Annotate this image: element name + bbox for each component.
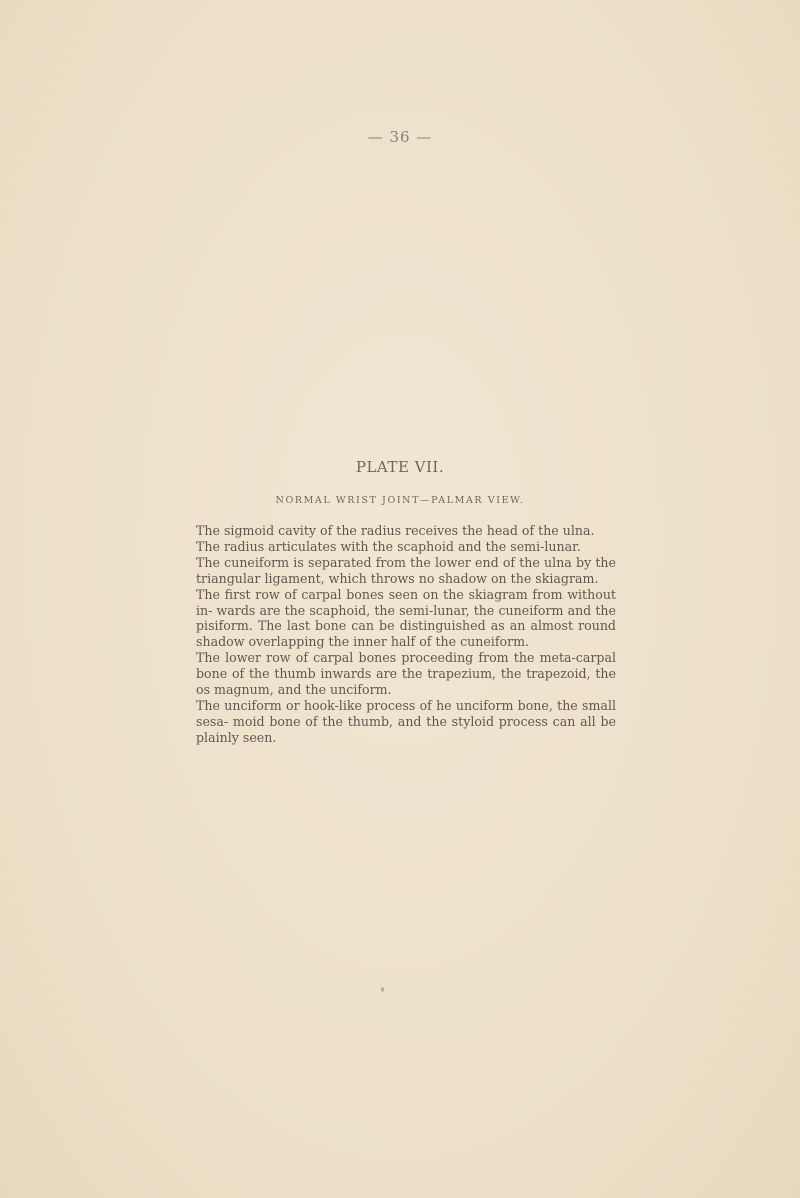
- paragraph-1: The sigmoid cavity of the radius receives the head of the ulna.: [196, 523, 595, 538]
- plate-subtitle: NORMAL WRIST JOINT—PALMAR VIEW.: [275, 495, 525, 506]
- paragraph-2: The radius articulates with the scaphoid and the semi-lunar.: [196, 538, 581, 554]
- paragraph-5: The lower row of carpal bones proceeding from the meta-carpal bone of the thumb inwards are the trapezium, the trapezoid, the os magnum, and the unciform.: [196, 650, 616, 698]
- plate-title: PLATE VII.: [355, 458, 445, 476]
- page-number: — 36 —: [367, 128, 433, 146]
- paragraph-6: The unciform or hook-like process of he unciform bone, the small sesa- moid bone of the thumb, and the styloid process can all be plainly seen.: [196, 697, 616, 745]
- body-text: [196, 523, 616, 746]
- paper-speck: [381, 987, 384, 992]
- paragraph-4: The first row of carpal bones seen on the skiagram from without in- wards are the scaphoid, the semi-lunar, the cuneiform and the pisiform. The last bone can be distinguished as an almost round shadow overlapping the inner half of the cuneiform.: [196, 586, 616, 650]
- paragraph-3: The cuneiform is separated from the lower end of the ulna by the triangular ligament, which throws no shadow on the skiagram.: [196, 554, 616, 586]
